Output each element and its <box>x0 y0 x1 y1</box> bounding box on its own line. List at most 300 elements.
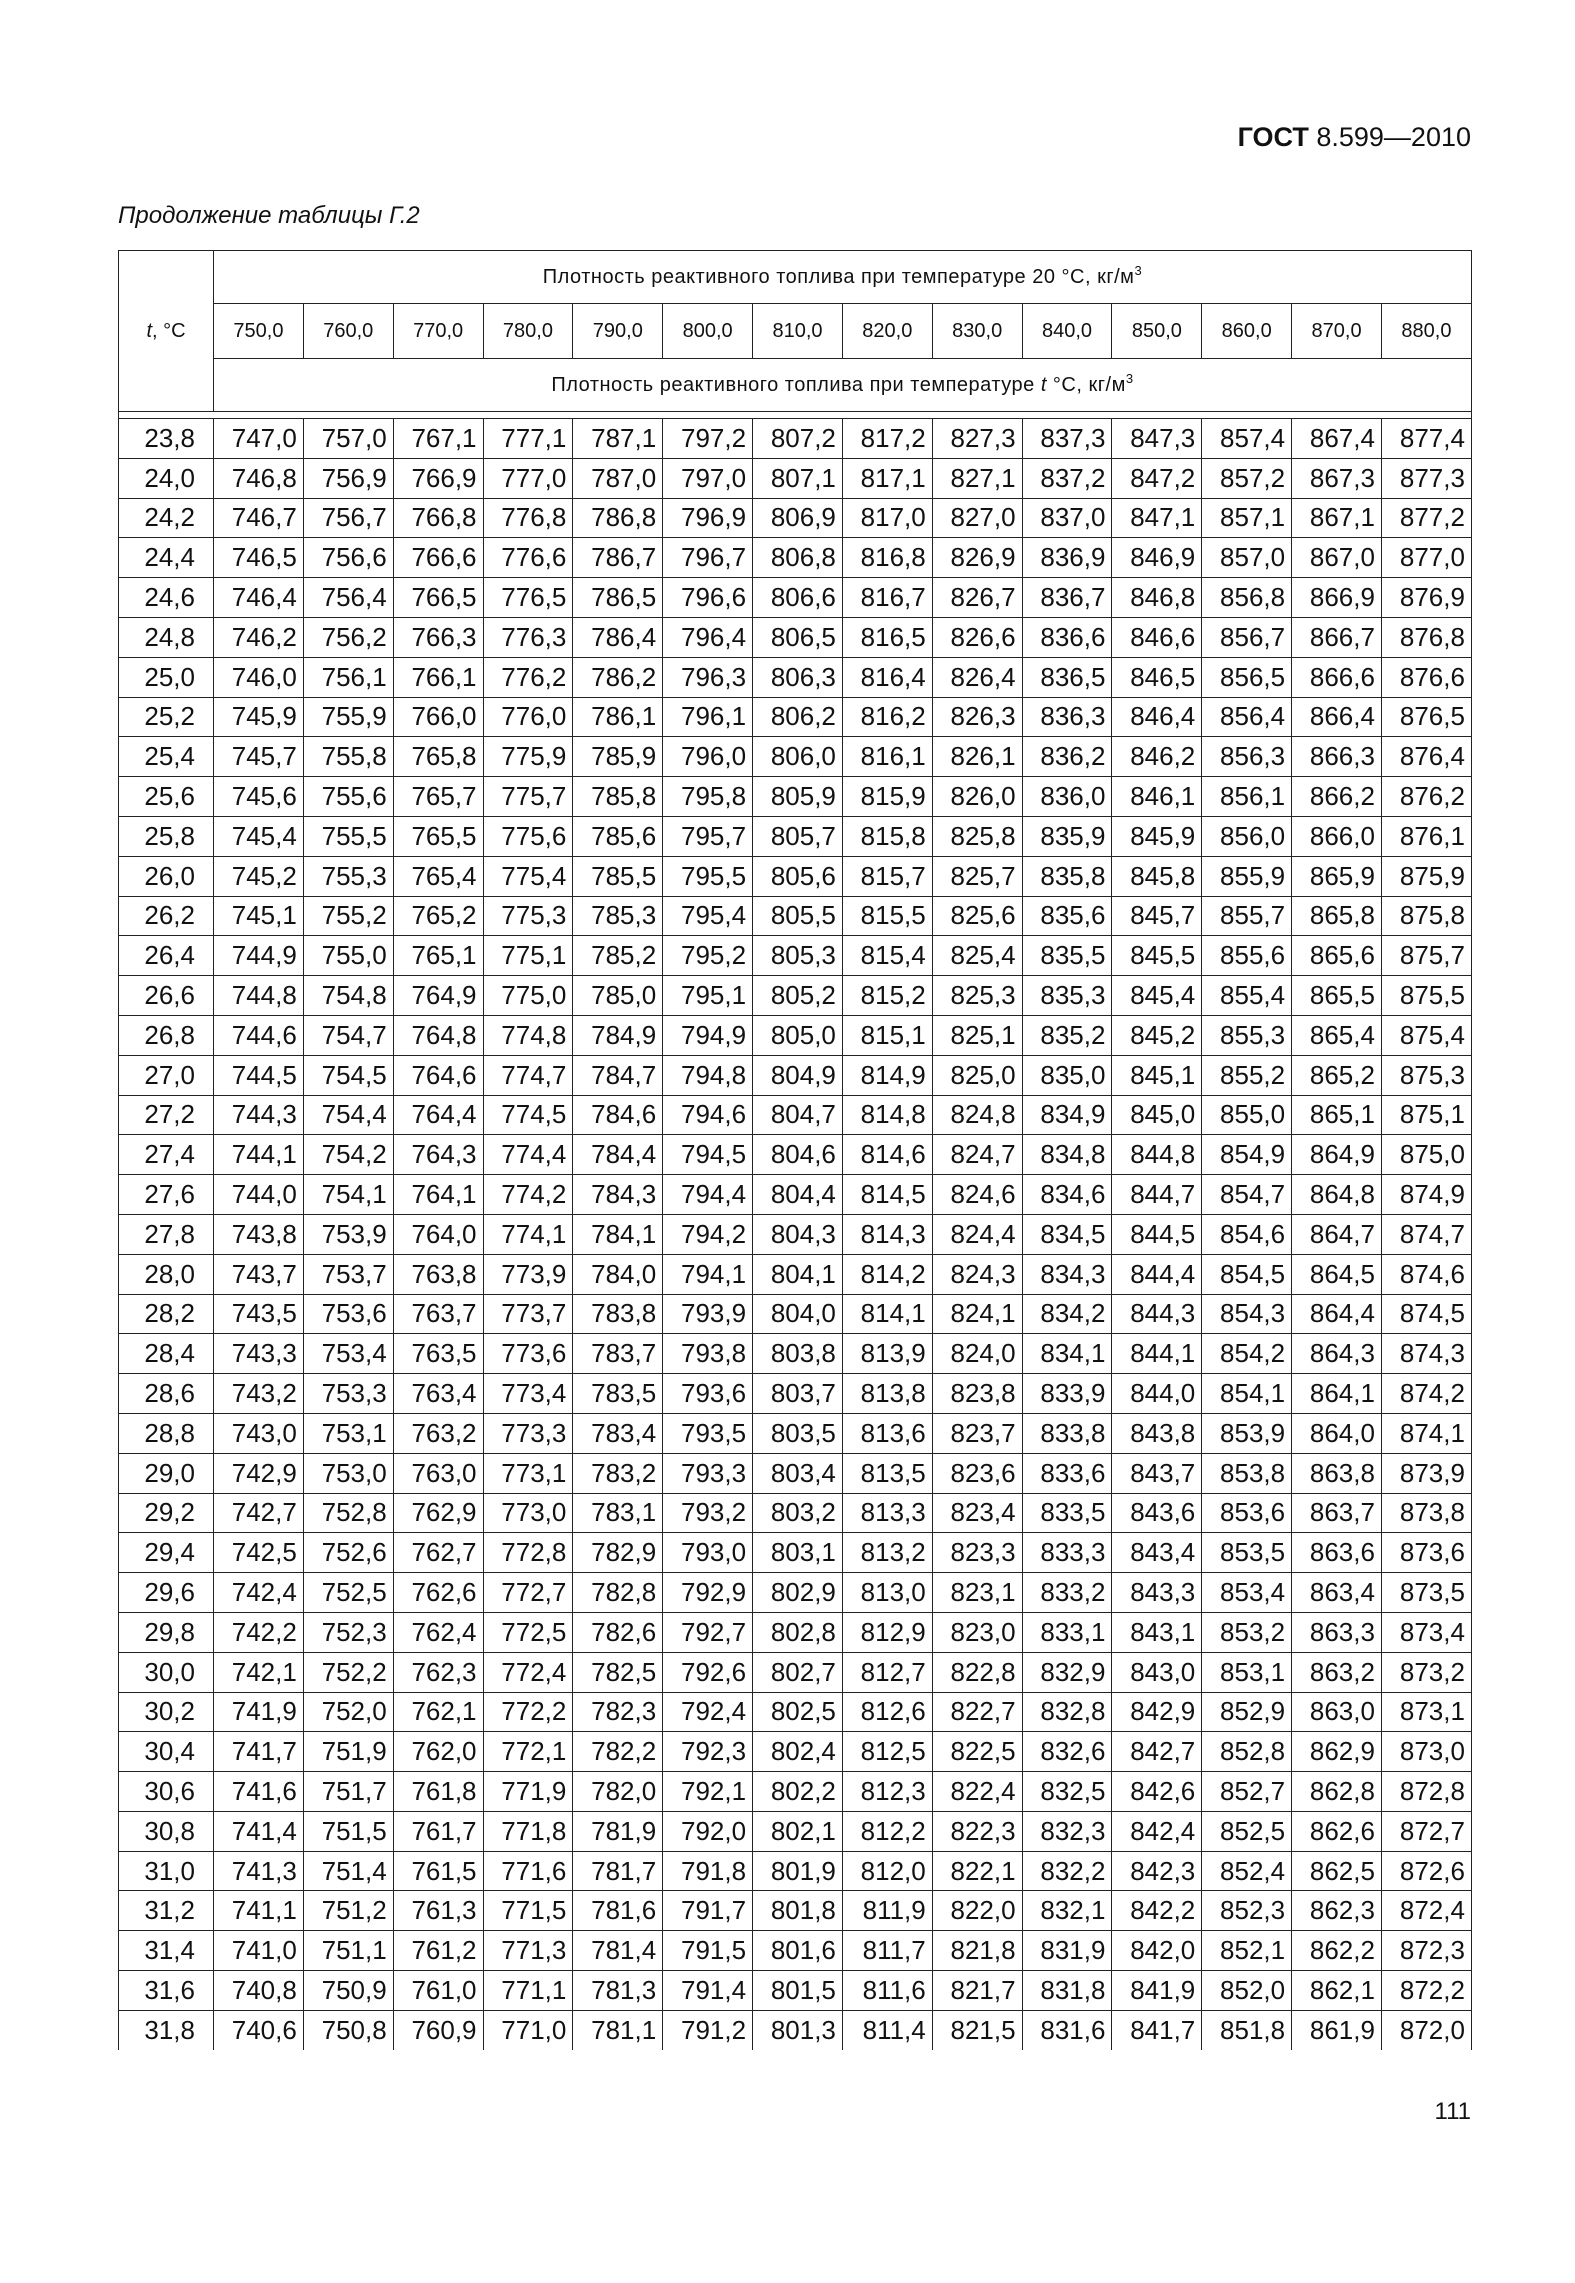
density-cell: 791,7 <box>663 1891 753 1931</box>
density-cell: 743,2 <box>214 1374 304 1414</box>
density-cell: 757,0 <box>303 419 393 459</box>
density-cell: 864,9 <box>1292 1135 1382 1175</box>
density-cell: 807,2 <box>753 419 843 459</box>
density-cell: 864,8 <box>1292 1175 1382 1215</box>
density-cell: 817,0 <box>842 498 932 538</box>
density-cell: 823,1 <box>932 1573 1022 1613</box>
density-cell: 796,6 <box>663 578 753 618</box>
density-cell: 823,4 <box>932 1493 1022 1533</box>
density-cell: 782,8 <box>573 1573 663 1613</box>
density-cell: 766,3 <box>393 617 483 657</box>
density-cell: 843,1 <box>1112 1612 1202 1652</box>
table-row <box>119 1971 1472 2011</box>
density-cell: 833,6 <box>1022 1453 1112 1493</box>
density-cell: 744,8 <box>214 976 304 1016</box>
density-cell: 826,1 <box>932 737 1022 777</box>
density-cell: 766,6 <box>393 538 483 578</box>
density-cell: 855,3 <box>1202 1015 1292 1055</box>
density-cell: 815,4 <box>842 936 932 976</box>
table-row <box>119 1692 1472 1732</box>
table-row <box>119 856 1472 896</box>
table-row <box>119 1811 1472 1851</box>
density-t-header-sup: 3 <box>1125 370 1134 386</box>
density-cell: 824,1 <box>932 1294 1022 1334</box>
density-cell: 866,0 <box>1292 816 1382 856</box>
density-cell: 792,0 <box>663 1811 753 1851</box>
density-cell: 863,2 <box>1292 1652 1382 1692</box>
density-cell: 763,0 <box>393 1453 483 1493</box>
column-header-cell: 750,0 <box>214 304 304 359</box>
density-cell: 775,9 <box>483 737 573 777</box>
density-cell: 872,3 <box>1381 1931 1471 1971</box>
density-cell: 845,2 <box>1112 1015 1202 1055</box>
density-cell: 815,9 <box>842 777 932 817</box>
density-cell: 872,4 <box>1381 1891 1471 1931</box>
density-cell: 744,0 <box>214 1175 304 1215</box>
column-header-cell: 850,0 <box>1112 304 1202 359</box>
density-cell: 825,1 <box>932 1015 1022 1055</box>
temperature-cell: 29,6 <box>119 1573 214 1613</box>
density-cell: 761,7 <box>393 1811 483 1851</box>
density-cell: 751,4 <box>303 1851 393 1891</box>
density-cell: 796,7 <box>663 538 753 578</box>
density-cell: 825,0 <box>932 1055 1022 1095</box>
temperature-cell: 31,0 <box>119 1851 214 1891</box>
density-cell: 833,3 <box>1022 1533 1112 1573</box>
density-cell: 874,5 <box>1381 1294 1471 1334</box>
density-cell: 854,7 <box>1202 1175 1292 1215</box>
density-cell: 794,6 <box>663 1095 753 1135</box>
density-cell: 776,3 <box>483 617 573 657</box>
density-cell: 745,9 <box>214 697 304 737</box>
density-cell: 873,1 <box>1381 1692 1471 1732</box>
density-cell: 876,4 <box>1381 737 1471 777</box>
temperature-cell: 30,0 <box>119 1652 214 1692</box>
density-cell: 742,7 <box>214 1493 304 1533</box>
density-cell: 742,5 <box>214 1533 304 1573</box>
density-cell: 874,7 <box>1381 1214 1471 1254</box>
density-cell: 781,1 <box>573 2010 663 2049</box>
temperature-cell: 25,0 <box>119 657 214 697</box>
column-header-cell: 840,0 <box>1022 304 1112 359</box>
density-cell: 796,0 <box>663 737 753 777</box>
density-cell: 833,2 <box>1022 1573 1112 1613</box>
density-cell: 875,0 <box>1381 1135 1471 1175</box>
density-cell: 740,6 <box>214 2010 304 2049</box>
density-cell: 845,1 <box>1112 1055 1202 1095</box>
density-cell: 781,7 <box>573 1851 663 1891</box>
density-cell: 874,1 <box>1381 1413 1471 1453</box>
density-cell: 835,8 <box>1022 856 1112 896</box>
density-cell: 784,9 <box>573 1015 663 1055</box>
density-cell: 827,0 <box>932 498 1022 538</box>
table-row <box>119 697 1472 737</box>
density-cell: 844,0 <box>1112 1374 1202 1414</box>
density-cell: 816,8 <box>842 538 932 578</box>
density-cell: 855,0 <box>1202 1095 1292 1135</box>
density-cell: 862,9 <box>1292 1732 1382 1772</box>
density-cell: 773,4 <box>483 1374 573 1414</box>
density-cell: 775,7 <box>483 777 573 817</box>
density-cell: 762,1 <box>393 1692 483 1732</box>
density-cell: 805,2 <box>753 976 843 1016</box>
density-cell: 822,4 <box>932 1772 1022 1812</box>
density-t-header-post: °С, кг/м <box>1046 373 1126 396</box>
density-cell: 833,8 <box>1022 1413 1112 1453</box>
density-cell: 851,8 <box>1202 2010 1292 2049</box>
density-cell: 852,0 <box>1202 1971 1292 2011</box>
table-body <box>119 419 1472 2050</box>
density-cell: 855,7 <box>1202 896 1292 936</box>
density-cell: 782,0 <box>573 1772 663 1812</box>
density-cell: 837,0 <box>1022 498 1112 538</box>
density-cell: 824,6 <box>932 1175 1022 1215</box>
density-cell: 756,2 <box>303 617 393 657</box>
density-cell: 771,6 <box>483 1851 573 1891</box>
density-cell: 814,3 <box>842 1214 932 1254</box>
density-cell: 785,3 <box>573 896 663 936</box>
density-cell: 835,0 <box>1022 1055 1112 1095</box>
density-cell: 837,2 <box>1022 458 1112 498</box>
density-cell: 827,3 <box>932 419 1022 459</box>
density-cell: 784,6 <box>573 1095 663 1135</box>
density-cell: 765,2 <box>393 896 483 936</box>
density-cell: 773,0 <box>483 1493 573 1533</box>
density-cell: 805,7 <box>753 816 843 856</box>
density-cell: 741,1 <box>214 1891 304 1931</box>
density-cell: 876,2 <box>1381 777 1471 817</box>
density-cell: 804,6 <box>753 1135 843 1175</box>
density-cell: 783,7 <box>573 1334 663 1374</box>
temperature-cell: 28,6 <box>119 1374 214 1414</box>
density-cell: 863,8 <box>1292 1453 1382 1493</box>
density-cell: 826,7 <box>932 578 1022 618</box>
density-cell: 856,1 <box>1202 777 1292 817</box>
density-cell: 825,8 <box>932 816 1022 856</box>
density-cell: 794,1 <box>663 1254 753 1294</box>
density-cell: 854,6 <box>1202 1214 1292 1254</box>
density-cell: 862,2 <box>1292 1931 1382 1971</box>
density-cell: 771,3 <box>483 1931 573 1971</box>
density-cell: 772,2 <box>483 1692 573 1732</box>
density-cell: 834,6 <box>1022 1175 1112 1215</box>
density-cell: 834,3 <box>1022 1254 1112 1294</box>
density-cell: 803,7 <box>753 1374 843 1414</box>
density-cell: 865,8 <box>1292 896 1382 936</box>
density-cell: 743,7 <box>214 1254 304 1294</box>
density-cell: 776,2 <box>483 657 573 697</box>
density-cell: 792,4 <box>663 1692 753 1732</box>
temperature-cell: 29,8 <box>119 1612 214 1652</box>
density-cell: 765,4 <box>393 856 483 896</box>
density-cell: 867,0 <box>1292 538 1382 578</box>
density-cell: 755,2 <box>303 896 393 936</box>
density-cell: 751,7 <box>303 1772 393 1812</box>
density-cell: 853,6 <box>1202 1493 1292 1533</box>
table-row <box>119 1413 1472 1453</box>
density-cell: 862,1 <box>1292 1971 1382 2011</box>
density-cell: 755,8 <box>303 737 393 777</box>
density-cell: 847,2 <box>1112 458 1202 498</box>
density-cell: 771,9 <box>483 1772 573 1812</box>
density-cell: 843,4 <box>1112 1533 1202 1573</box>
density-cell: 874,3 <box>1381 1334 1471 1374</box>
column-header-cell: 760,0 <box>303 304 393 359</box>
temperature-cell: 26,6 <box>119 976 214 1016</box>
density-cell: 792,9 <box>663 1573 753 1613</box>
density-cell: 825,4 <box>932 936 1022 976</box>
table-row <box>119 1931 1472 1971</box>
density-cell: 864,3 <box>1292 1334 1382 1374</box>
density-cell: 856,4 <box>1202 697 1292 737</box>
density-cell: 873,4 <box>1381 1612 1471 1652</box>
density-cell: 806,8 <box>753 538 843 578</box>
density-cell: 876,6 <box>1381 657 1471 697</box>
density-t-header-pre: Плотность реактивного топлива при температуре <box>551 373 1041 396</box>
density-cell: 756,4 <box>303 578 393 618</box>
table-row <box>119 737 1472 777</box>
density-cell: 804,0 <box>753 1294 843 1334</box>
density-cell: 873,8 <box>1381 1493 1471 1533</box>
density-cell: 863,3 <box>1292 1612 1382 1652</box>
density-cell: 793,8 <box>663 1334 753 1374</box>
standard-number: 8.599—2010 <box>1316 122 1471 152</box>
density-cell: 753,0 <box>303 1453 393 1493</box>
density-cell: 856,7 <box>1202 617 1292 657</box>
density-cell: 814,6 <box>842 1135 932 1175</box>
density-cell: 852,7 <box>1202 1772 1292 1812</box>
density-cell: 764,0 <box>393 1214 483 1254</box>
density-cell: 776,8 <box>483 498 573 538</box>
density-cell: 791,8 <box>663 1851 753 1891</box>
density-cell: 762,6 <box>393 1573 483 1613</box>
density-cell: 854,1 <box>1202 1374 1292 1414</box>
density-cell: 863,7 <box>1292 1493 1382 1533</box>
density-cell: 781,3 <box>573 1971 663 2011</box>
density-cell: 875,7 <box>1381 936 1471 976</box>
density-table <box>118 250 1472 2050</box>
column-header-cell: 770,0 <box>393 304 483 359</box>
density-cell: 826,3 <box>932 697 1022 737</box>
table-row <box>119 1573 1472 1613</box>
density-cell: 855,4 <box>1202 976 1292 1016</box>
density-cell: 852,5 <box>1202 1811 1292 1851</box>
density-cell: 835,3 <box>1022 976 1112 1016</box>
density-cell: 782,6 <box>573 1612 663 1652</box>
density-cell: 876,1 <box>1381 816 1471 856</box>
temperature-cell: 25,4 <box>119 737 214 777</box>
density-cell: 753,1 <box>303 1413 393 1453</box>
density-cell: 761,0 <box>393 1971 483 2011</box>
density-cell: 806,2 <box>753 697 843 737</box>
density-cell: 741,0 <box>214 1931 304 1971</box>
density-cell: 833,9 <box>1022 1374 1112 1414</box>
density-cell: 841,7 <box>1112 2010 1202 2049</box>
table-row <box>119 1891 1472 1931</box>
density-cell: 814,2 <box>842 1254 932 1294</box>
density-cell: 784,4 <box>573 1135 663 1175</box>
table-row <box>119 1652 1472 1692</box>
density-cell: 771,8 <box>483 1811 573 1851</box>
density-cell: 824,4 <box>932 1214 1022 1254</box>
temperature-cell: 23,8 <box>119 419 214 459</box>
density-cell: 750,8 <box>303 2010 393 2049</box>
temperature-cell: 26,2 <box>119 896 214 936</box>
temperature-cell: 24,2 <box>119 498 214 538</box>
density-cell: 793,6 <box>663 1374 753 1414</box>
density-cell: 852,1 <box>1202 1931 1292 1971</box>
density-cell: 847,1 <box>1112 498 1202 538</box>
density-cell: 762,4 <box>393 1612 483 1652</box>
density-cell: 782,5 <box>573 1652 663 1692</box>
density-cell: 826,4 <box>932 657 1022 697</box>
density-cell: 746,4 <box>214 578 304 618</box>
density-cell: 772,5 <box>483 1612 573 1652</box>
density-cell: 822,8 <box>932 1652 1022 1692</box>
density-cell: 875,4 <box>1381 1015 1471 1055</box>
density-cell: 802,9 <box>753 1573 843 1613</box>
temperature-cell: 24,6 <box>119 578 214 618</box>
density-cell: 836,7 <box>1022 578 1112 618</box>
density-cell: 802,2 <box>753 1772 843 1812</box>
density-cell: 827,1 <box>932 458 1022 498</box>
density-cell: 865,2 <box>1292 1055 1382 1095</box>
density-cell: 792,7 <box>663 1612 753 1652</box>
density-cell: 832,2 <box>1022 1851 1112 1891</box>
density-cell: 853,5 <box>1202 1533 1292 1573</box>
density-cell: 823,6 <box>932 1453 1022 1493</box>
density-cell: 784,1 <box>573 1214 663 1254</box>
density-cell: 813,5 <box>842 1453 932 1493</box>
density-cell: 745,6 <box>214 777 304 817</box>
density-cell: 794,8 <box>663 1055 753 1095</box>
table-row <box>119 1214 1472 1254</box>
density-cell: 846,2 <box>1112 737 1202 777</box>
density-cell: 846,5 <box>1112 657 1202 697</box>
density-cell: 872,0 <box>1381 2010 1471 2049</box>
density-cell: 834,8 <box>1022 1135 1112 1175</box>
table-row <box>119 1533 1472 1573</box>
density-cell: 746,0 <box>214 657 304 697</box>
density-cell: 843,6 <box>1112 1493 1202 1533</box>
temperature-cell: 26,0 <box>119 856 214 896</box>
header-separator-cell <box>119 412 1472 419</box>
density-cell: 747,0 <box>214 419 304 459</box>
density-cell: 813,0 <box>842 1573 932 1613</box>
density-cell: 786,5 <box>573 578 663 618</box>
temperature-cell: 28,0 <box>119 1254 214 1294</box>
density-cell: 741,9 <box>214 1692 304 1732</box>
temperature-cell: 30,8 <box>119 1811 214 1851</box>
temperature-cell: 24,8 <box>119 617 214 657</box>
density-cell: 822,1 <box>932 1851 1022 1891</box>
column-header-cell: 880,0 <box>1381 304 1471 359</box>
table-row <box>119 1175 1472 1215</box>
density-cell: 794,2 <box>663 1214 753 1254</box>
density-cell: 816,1 <box>842 737 932 777</box>
density-cell: 805,5 <box>753 896 843 936</box>
density-cell: 825,3 <box>932 976 1022 1016</box>
density-cell: 750,9 <box>303 1971 393 2011</box>
density-cell: 746,2 <box>214 617 304 657</box>
density-cell: 854,9 <box>1202 1135 1292 1175</box>
density-cell: 765,1 <box>393 936 483 976</box>
density-cell: 816,4 <box>842 657 932 697</box>
table-row <box>119 936 1472 976</box>
density-cell: 776,6 <box>483 538 573 578</box>
density-cell: 792,1 <box>663 1772 753 1812</box>
density-cell: 834,1 <box>1022 1334 1112 1374</box>
density-cell: 743,0 <box>214 1413 304 1453</box>
density-cell: 817,2 <box>842 419 932 459</box>
density-cell: 794,9 <box>663 1015 753 1055</box>
density-cell: 812,2 <box>842 1811 932 1851</box>
density-cell: 756,9 <box>303 458 393 498</box>
table-row <box>119 976 1472 1016</box>
density-cell: 745,4 <box>214 816 304 856</box>
density-cell: 772,7 <box>483 1573 573 1613</box>
density-cell: 822,0 <box>932 1891 1022 1931</box>
density-cell: 864,1 <box>1292 1374 1382 1414</box>
density-cell: 786,1 <box>573 697 663 737</box>
density-cell: 841,9 <box>1112 1971 1202 2011</box>
density-cell: 754,4 <box>303 1095 393 1135</box>
density-cell: 822,7 <box>932 1692 1022 1732</box>
density-cell: 795,5 <box>663 856 753 896</box>
density-cell: 864,5 <box>1292 1254 1382 1294</box>
density-cell: 826,9 <box>932 538 1022 578</box>
density-cell: 846,9 <box>1112 538 1202 578</box>
table-row <box>119 896 1472 936</box>
density-cell: 857,0 <box>1202 538 1292 578</box>
density-cell: 812,3 <box>842 1772 932 1812</box>
density-cell: 865,6 <box>1292 936 1382 976</box>
density-cell: 801,9 <box>753 1851 843 1891</box>
density-cell: 785,0 <box>573 976 663 1016</box>
density-cell: 802,8 <box>753 1612 843 1652</box>
density-cell: 815,8 <box>842 816 932 856</box>
density-cell: 776,5 <box>483 578 573 618</box>
density-cell: 754,7 <box>303 1015 393 1055</box>
density-cell: 804,3 <box>753 1214 843 1254</box>
density-cell: 835,9 <box>1022 816 1112 856</box>
density-cell: 745,7 <box>214 737 304 777</box>
density-cell: 764,8 <box>393 1015 483 1055</box>
density-cell: 816,2 <box>842 697 932 737</box>
temperature-cell: 31,4 <box>119 1931 214 1971</box>
density-cell: 782,2 <box>573 1732 663 1772</box>
table-row <box>119 419 1472 459</box>
density-cell: 772,8 <box>483 1533 573 1573</box>
density-cell: 814,5 <box>842 1175 932 1215</box>
density-cell: 877,4 <box>1381 419 1471 459</box>
page-number: 111 <box>1434 2098 1471 2125</box>
density-cell: 762,7 <box>393 1533 483 1573</box>
density-cell: 876,5 <box>1381 697 1471 737</box>
density-cell: 862,6 <box>1292 1811 1382 1851</box>
density-cell: 783,4 <box>573 1413 663 1453</box>
density-cell: 771,5 <box>483 1891 573 1931</box>
density-cell: 864,0 <box>1292 1413 1382 1453</box>
density-cell: 831,6 <box>1022 2010 1112 2049</box>
density-cell: 763,7 <box>393 1294 483 1334</box>
column-header-cell: 800,0 <box>663 304 753 359</box>
density-cell: 814,9 <box>842 1055 932 1095</box>
density-cell: 832,5 <box>1022 1772 1112 1812</box>
density-cell: 833,1 <box>1022 1612 1112 1652</box>
density-cell: 774,2 <box>483 1175 573 1215</box>
table-row <box>119 458 1472 498</box>
